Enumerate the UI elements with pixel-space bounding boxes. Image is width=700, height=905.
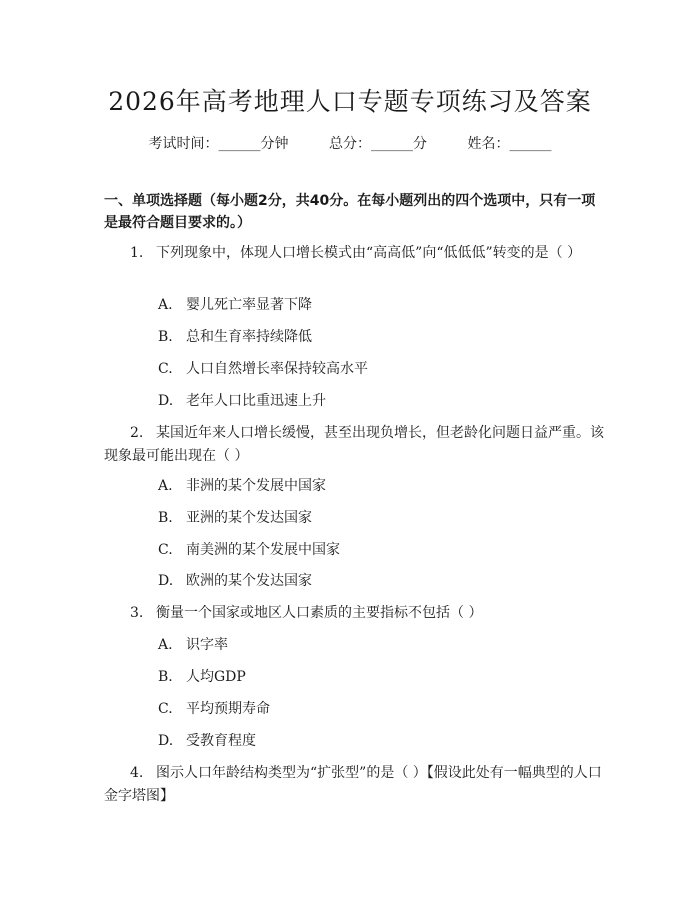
option-text: 欧洲的某个发达国家 [186, 573, 312, 589]
option-letter: A. [158, 297, 173, 313]
option-text: 总和生育率持续降低 [186, 329, 312, 345]
question-2 [104, 422, 604, 468]
question-1 [104, 242, 604, 265]
question-number: 1. [130, 245, 144, 261]
question-text: 衡量一个国家或地区人口素质的主要指标不包括（ ） [156, 605, 483, 621]
option-letter: D. [158, 573, 174, 589]
option-letter: A. [158, 637, 173, 653]
option-text: 亚洲的某个发达国家 [186, 510, 312, 526]
option-letter: A. [158, 478, 173, 494]
question-2-option-a [158, 476, 326, 496]
question-3-option-a [158, 635, 228, 655]
total-score-field: 总分：______分 [329, 136, 427, 152]
question-number: 2. [130, 425, 144, 441]
section-heading: 一、单项选择题（每小题2分，共40分。在每小题列出的四个选项中，只有一项是最符合题目要求的。） [104, 193, 596, 231]
question-1-option-c [158, 359, 368, 379]
question-3-option-d [158, 731, 256, 751]
page-title: 2026年高考地理人口专题专项练习及答案 [108, 87, 592, 116]
option-text: 婴儿死亡率显著下降 [186, 297, 312, 313]
question-3-option-c [158, 699, 270, 719]
option-text: 平均预期寿命 [186, 701, 270, 717]
question-2-option-d [158, 571, 312, 591]
student-name-field: 姓名：______ [467, 136, 552, 152]
question-1-option-a [158, 295, 312, 315]
question-2-option-c [158, 540, 340, 560]
option-text: 南美洲的某个发展中国家 [186, 542, 340, 558]
option-text: 受教育程度 [186, 733, 256, 749]
option-letter: C. [158, 542, 173, 558]
option-letter: B. [158, 510, 173, 526]
exam-time-field: 考试时间：______分钟 [148, 136, 289, 152]
question-1-option-d [158, 391, 326, 411]
option-text: 人口自然增长率保持较高水平 [186, 361, 368, 377]
option-letter: B. [158, 669, 173, 685]
question-text: 某国近年来人口增长缓慢，甚至出现负增长，但老龄化问题日益严重。该现象最可能出现在（ ） [104, 425, 604, 464]
question-4 [104, 762, 604, 808]
option-text: 非洲的某个发展中国家 [186, 478, 326, 494]
exam-meta [0, 133, 700, 153]
option-text: 识字率 [186, 637, 228, 653]
option-letter: C. [158, 701, 173, 717]
option-text: 老年人口比重迅速上升 [186, 393, 326, 409]
option-letter: D. [158, 393, 174, 409]
question-number: 3. [130, 605, 144, 621]
option-text: 人均GDP [186, 669, 246, 685]
option-letter: C. [158, 361, 173, 377]
question-1-option-b [158, 327, 312, 347]
question-text: 下列现象中，体现人口增长模式由“高高低”向“低低低”转变的是（ ） [156, 245, 582, 261]
option-letter: D. [158, 733, 174, 749]
question-3-option-b [158, 667, 246, 687]
question-3 [104, 602, 604, 625]
question-2-option-b [158, 508, 312, 528]
question-text: 图示人口年龄结构类型为“扩张型”的是（ ）【假设此处有一幅典型的人口金字塔图】 [104, 765, 602, 804]
question-number: 4. [130, 765, 144, 781]
option-letter: B. [158, 329, 173, 345]
